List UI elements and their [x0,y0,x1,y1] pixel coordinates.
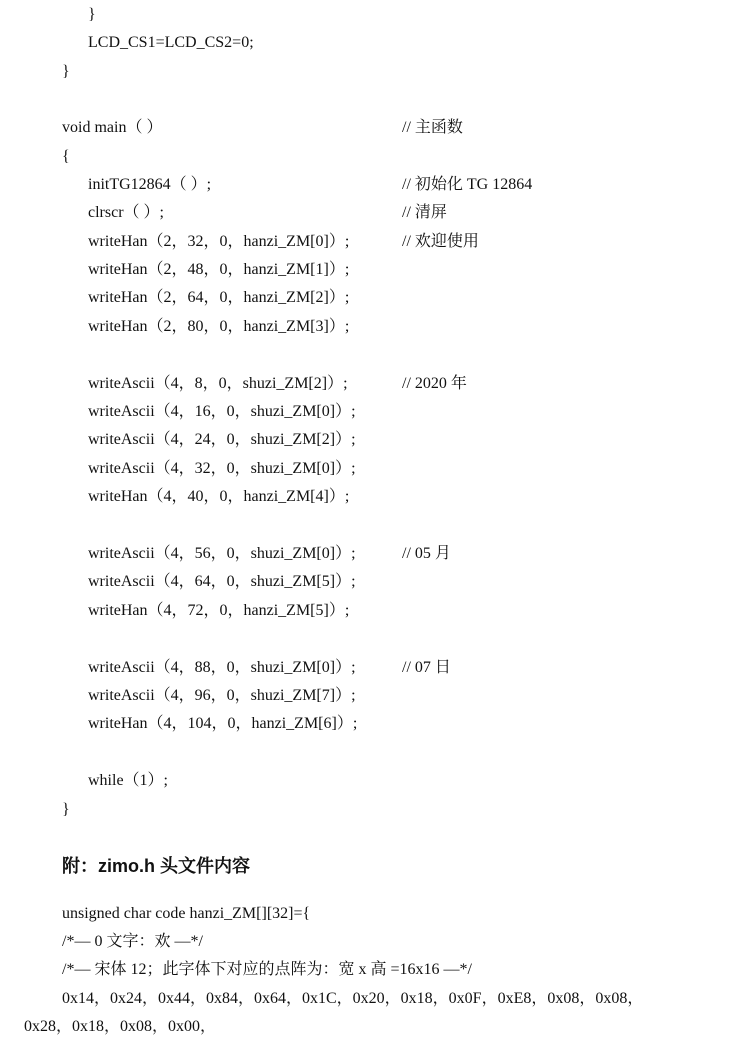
section-heading: 附：zimo.h 头文件内容 [62,856,250,876]
code-comment: // 05 月 [402,545,451,562]
code-comment: // 欢迎使用 [402,233,479,250]
code-line: writeHan（2，80，0，hanzi_ZM[3]）; [88,318,350,335]
code-line: } [62,63,70,80]
appendix-line: 0x14，0x24，0x44，0x84，0x64，0x1C，0x20，0x18，0x0F，0xE8，0x08，0x08， [62,990,644,1007]
code-line: LCD_CS1=LCD_CS2=0; [88,34,254,51]
appendix-line: /*— 宋体 12；此字体下对应的点阵为：宽 x 高 =16x16 —*/ [62,961,472,978]
code-comment: // 初始化 TG 12864 [402,176,533,193]
code-line: writeHan（2，32，0，hanzi_ZM[0]）; [88,233,350,250]
code-line: writeAscii（4，64，0，shuzi_ZM[5]）; [88,573,356,590]
code-line: writeAscii（4，16，0，shuzi_ZM[0]）; [88,403,356,420]
code-comment: // 清屏 [402,204,447,221]
code-line: } [62,801,70,818]
code-comment: // 主函数 [402,119,463,136]
code-line: initTG12864（ ）; [88,176,212,193]
code-line: void main（ ） [62,119,163,136]
code-line: writeAscii（4，96，0，shuzi_ZM[7]）; [88,687,356,704]
code-line: writeAscii（4，24，0，shuzi_ZM[2]）; [88,431,356,448]
code-line: writeHan（4，72，0，hanzi_ZM[5]）; [88,602,350,619]
code-line: writeHan（2，48，0，hanzi_ZM[1]）; [88,261,350,278]
code-line: writeAscii（4，8，0，shuzi_ZM[2]）; [88,375,348,392]
code-line: while（1）; [88,772,168,789]
code-line: clrscr（ ）; [88,204,164,221]
code-comment: // 2020 年 [402,375,467,392]
appendix-line: /*— 0 文字：欢 —*/ [62,933,203,950]
code-line: writeHan（2，64，0，hanzi_ZM[2]）; [88,289,350,306]
code-line: writeAscii（4，32，0，shuzi_ZM[0]）; [88,460,356,477]
code-line: { [62,148,70,165]
code-line: writeHan（4，40，0，hanzi_ZM[4]）; [88,488,350,505]
code-line: writeAscii（4，88，0，shuzi_ZM[0]）; [88,659,356,676]
code-comment: // 07 日 [402,659,451,676]
code-line: writeHan（4，104，0，hanzi_ZM[6]）; [88,715,358,732]
code-line: writeAscii（4，56，0，shuzi_ZM[0]）; [88,545,356,562]
appendix-line: 0x28，0x18，0x08，0x00， [24,1018,217,1035]
code-line: } [88,6,96,23]
appendix-line: unsigned char code hanzi_ZM[][32]={ [62,905,311,922]
